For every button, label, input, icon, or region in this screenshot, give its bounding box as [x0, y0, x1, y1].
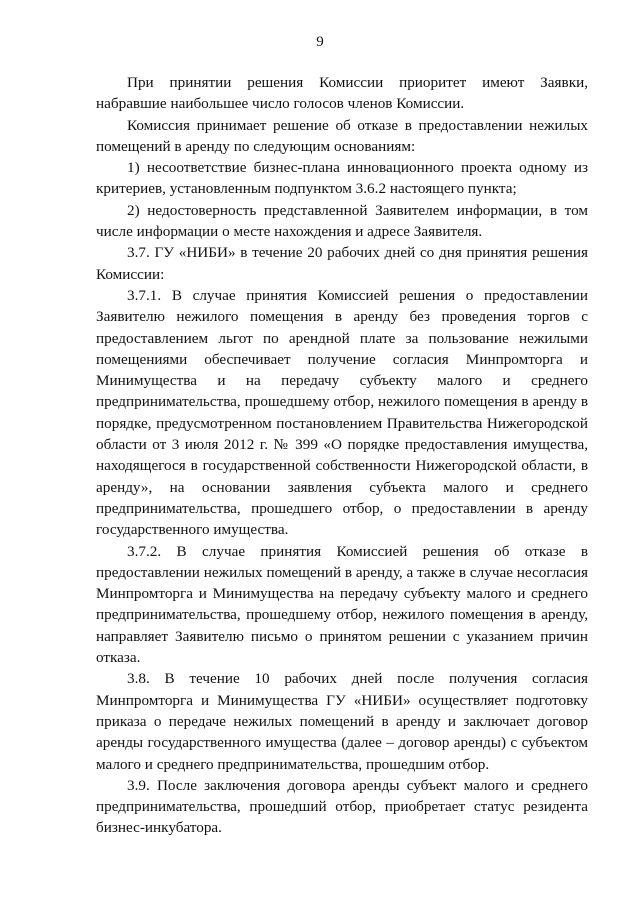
paragraph-3-7-1: 3.7.1. В случае принятия Комиссией решения о предоставлении Заявителю нежилого помещения в аренду без проведения торгов с предоставлением льгот по арендной плате за пользование нежилыми помещениями обеспечивает получение согласия Минпромторга и Минимущества и на передачу субъекту малого и среднего предпринимательства, прошедшему отбор, нежилого помещения в аренду в порядке, предусмотренном постановлением Правительства Нижегородской области от 3 июля 2012 г. № 399 «О порядке предоставления имущества, находящегося в государственной собственности Нижегородской области, в аренду», на основании заявления субъекта малого и среднего предпринимательства, прошедшего отбор, о предоставлении в аренду государственного имущества.: [96, 286, 588, 539]
paragraph-3-9: 3.9. После заключения договора аренды субъект малого и среднего предпринимательства, прошедший отбор, приобретает статус резидента бизнес-инкубатора.: [96, 776, 588, 837]
page-number: 9: [316, 34, 324, 50]
paragraph-ground-2: 2) недостоверность представленной Заявителем информации, в том числе информации о месте нахождения и адресе Заявителя.: [96, 201, 588, 241]
paragraph-3-7: 3.7. ГУ «НИБИ» в течение 20 рабочих дней со дня принятия решения Комиссии:: [96, 244, 588, 283]
document-body: [96, 72, 588, 839]
paragraph-3-8: 3.8. В течение 10 рабочих дней после получения согласия Минпромторга и Минимущества ГУ «НИБИ» осуществляет подготовку приказа о передаче нежилых помещений в аренду и заключает договор аренды государственного имущества (далее – договор аренды) с субъектом малого и среднего предпринимательства, прошедшим отбор.: [96, 670, 588, 773]
paragraph-3-7-2: 3.7.2. В случае принятия Комиссией решения об отказе в предоставлении нежилых помещений в аренду, а также в случае несогласия Минпромторга и Минимущества на передачу субъекту малого и среднего предпринимательства, прошедшему отбор, нежилого помещения в аренду, направляет Заявителю письмо о принятом решении с указанием причин отказа.: [96, 542, 588, 667]
paragraph-ground-1: 1) несоответствие бизнес-плана инновационного проекта одному из критериев, установленным подпунктом 3.6.2 настоящего пункта;: [96, 159, 588, 198]
paragraph-priority: При принятии решения Комиссии приоритет имеют Заявки, набравшие наибольшее число голосов членов Комиссии.: [96, 74, 588, 113]
paragraph-refusal-grounds: Комиссия принимает решение об отказе в предоставлении нежилых помещений в аренду по следующим основаниям:: [96, 116, 588, 155]
